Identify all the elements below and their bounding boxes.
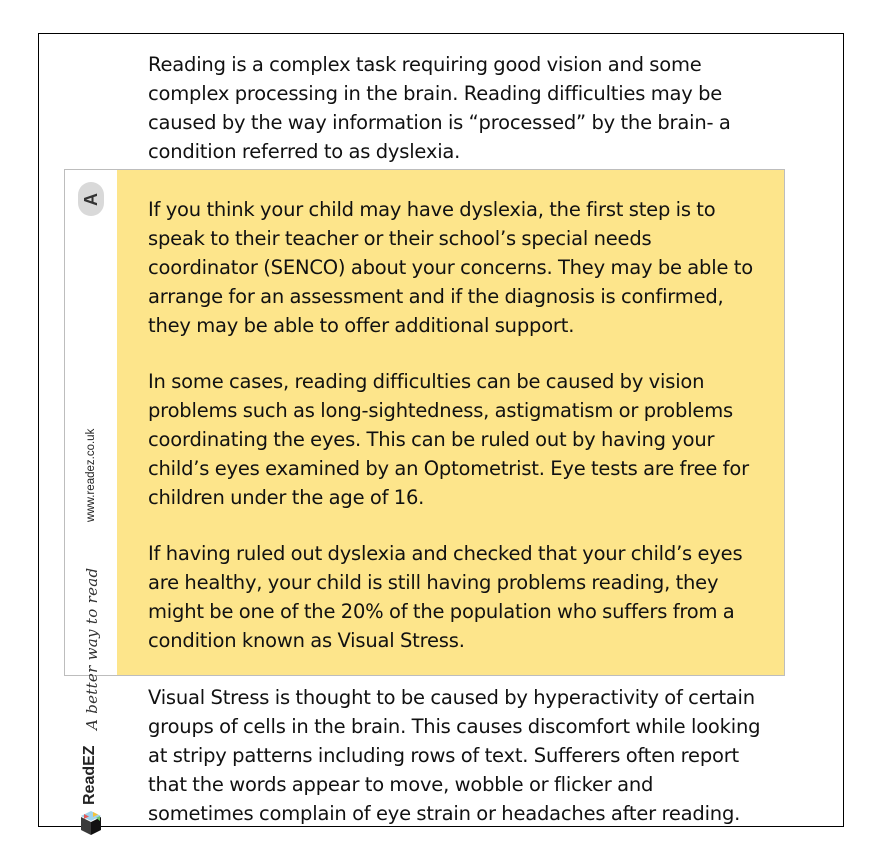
tagline: A better way to read: [83, 567, 101, 730]
text-line: coordinating the eyes. This can be ruled out by having your: [148, 428, 715, 451]
text-line: arrange for an assessment and if the diagnosis is confirmed,: [148, 285, 724, 308]
text-line: Reading is a complex task requiring good vision and some: [148, 53, 702, 76]
text-line: might be one of the 20% of the population who suffers from a: [148, 600, 735, 623]
text-line: complex processing in the brain. Reading difficulties may be: [148, 82, 723, 105]
text-line: sometimes complain of eye strain or headaches after reading.: [148, 802, 741, 825]
text-line: In some cases, reading difficulties can be caused by vision: [148, 370, 705, 393]
text-line: children under the age of 16.: [148, 486, 425, 509]
text-line: If having ruled out dyslexia and checked that your child’s eyes: [148, 542, 743, 565]
text-line: child’s eyes examined by an Optometrist. Eye tests are free for: [148, 457, 749, 480]
website-url: www.readez.co.uk: [85, 428, 97, 522]
text-line: condition known as Visual Stress.: [148, 629, 465, 652]
dyslexia-paragraph: [148, 195, 753, 340]
visual-stress-intro-paragraph: [148, 539, 742, 655]
text-line: are healthy, your child is still having problems reading, they: [148, 571, 719, 594]
text-line: condition referred to as dyslexia.: [148, 140, 461, 163]
text-line: that the words appear to move, wobble or flicker and: [148, 773, 654, 796]
text-line: caused by the way information is “processed” by the brain- a: [148, 111, 731, 134]
text-line: groups of cells in the brain. This causes discomfort while looking: [148, 715, 761, 738]
intro-paragraph: [148, 50, 731, 166]
bookmark-strip: [65, 170, 117, 805]
text-line: If you think your child may have dyslexia, the first step is to: [148, 198, 716, 221]
text-line: at stripy patterns including rows of text. Sufferers often report: [148, 744, 739, 767]
brand-name: ReadEZ: [81, 745, 98, 805]
text-line: coordinator (SENCO) about your concerns. They may be able to: [148, 256, 753, 279]
text-line: they may be able to offer additional support.: [148, 314, 575, 337]
text-line: Visual Stress is thought to be caused by hyperactivity of certain: [148, 686, 755, 709]
letter-badge-text: A: [80, 192, 101, 206]
visual-stress-paragraph: [148, 683, 760, 828]
letter-badge: [78, 182, 104, 216]
readez-logo-icon: [80, 810, 102, 836]
text-line: speak to their teacher or their school’s special needs: [148, 227, 652, 250]
text-line: problems such as long-sightedness, astigmatism or problems: [148, 399, 733, 422]
vision-paragraph: [148, 367, 749, 512]
